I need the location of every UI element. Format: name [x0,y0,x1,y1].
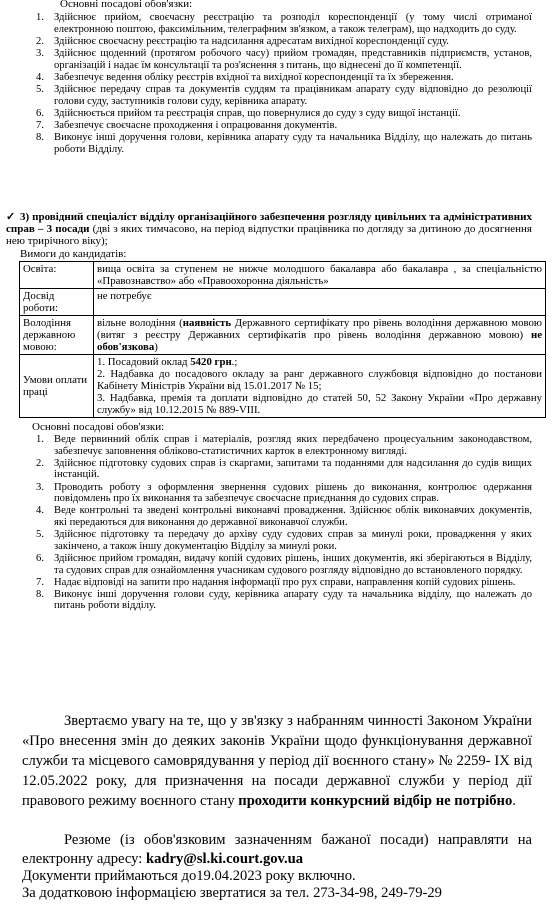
list-text: Здійснює щоденний (протягом робочого часу) прийом громадян, представників підприємств, установ, організацій і надає їм консультації та роз'яснення з питань, що віднесені до її компетенції. [54,47,532,71]
list-text: Виконує інші доручення голови суду, керівника апарату суду та начальника відділу, що належать до питань роботи відділу. [54,588,532,612]
list-number: 5. [36,83,44,95]
list-text: Виконує інші доручення голови, керівника апарату суду та начальника Відділу, що належать до питань роботи Відділу. [54,132,532,155]
requirements-heading: Вимоги до кандидатів: [20,248,127,260]
list-text: Здійснює прийом громадян, видачу копій судових рішень, інших документів, які зберігаються в Відділу, та судових справ для ознайомлення учасникам судового розгляду відповідно до встановленого порядку. [54,552,532,576]
list-text: Веде первинний облік справ і матеріалів, розгляд яких передбачено процесуальним законодавством, забезпечує заповнення обліково-статистичних карток в електронному вигляді. [54,434,532,457]
list-item [24,84,532,107]
language-text: вільне володіння ( [97,317,183,329]
list-item [24,589,532,612]
pay-value [94,355,546,418]
list-item [24,505,532,528]
list-item [24,529,532,552]
table-row [20,289,546,316]
list-number: 7. [36,119,44,131]
position-title [6,211,532,247]
notice-paragraph [22,711,532,811]
language-bold: наявність [182,317,232,329]
list-item [24,482,532,505]
language-text: Державного сертифікату про рівень володіння державною мовою (витяг з реєстру Державних сертифікатів про рівень володіння державною мовою) [97,317,542,341]
list-text: Здійснює підготовку судових справ із скаргами, запитами та поданнями для надсилання до судів вищих інстанцій. [54,457,532,481]
table-row [20,262,546,289]
salary-text: 1. Посадовий оклад [97,356,191,368]
notice-bold: проходити конкурсний відбір не потрібно [238,793,513,809]
language-text: ) [154,341,158,353]
list-number: 2. [36,457,44,469]
list-number: 4. [36,71,44,83]
list-item [24,108,532,120]
salary-text: .; [231,356,238,368]
list-text: Здійснює своєчасну реєстрацію та надсилання адресатам вихідної кореспонденції суду. [54,35,449,47]
list-item [24,120,532,132]
list-number: 4. [36,505,44,517]
list-number: 3. [36,481,44,493]
list-number: 8. [36,132,44,144]
list-text: Надає відповіді на запити про надання інформації про рух справи, направлення копій судових рішень. [54,576,516,588]
list-number: 8. [36,588,44,600]
experience-label: Досвід роботи: [20,289,94,316]
pay-line-2: 2. Надбавка до посадового окладу за ранг державного службовця відповідно до постанови Кабінету Міністрів України від 15.01.2017 № 15; [97,368,542,392]
list-item [24,36,532,48]
list-text: Веде контрольні та зведені контрольні виконавчі провадження. Здійснює облік виконавчих документів, які передаються для виконання до державної виконавчої служби. [54,505,532,528]
list-text: Проводить роботу з оформлення звернення судових рішень до виконання, контролює одержання повідомлень про їх виконання та забезпечує своєчасне приєднання до судових справ. [54,481,532,505]
duties-heading-1: Основні посадові обов'язки: [60,0,193,10]
list-number: 6. [36,107,44,119]
list-text: Здійснює прийом, своєчасну реєстрацію та розподіл кореспонденції (у тому числі отриманої електронною поштою, факсимільним, телеграфним зв'язком, а також телеграм), що надходить до суду. [54,12,532,35]
list-number: 1. [36,434,44,445]
list-item [24,132,532,155]
language-label: Володіння державною мовою: [20,316,94,355]
phones-line: За додатковою інформацією звертатися за тел. 273-34-98, 249-79-29 [22,885,442,901]
position-name: 3) провідний спеціаліст відділу організаційного забезпечення розгляду цивільних та адміністративних справ – 3 посади [6,211,532,235]
list-number: 2. [36,35,44,47]
language-value [94,316,546,355]
pay-label: Умови оплати праці [20,355,94,418]
list-number: 3. [36,47,44,59]
pay-line-1 [97,356,542,368]
list-text: Здійснює передачу справ та документів суддям та працівникам апарату суду відповідно до резолюції голови суду, заступників голови суду, керівника апарату. [54,83,532,107]
duties-list-1 [24,12,532,156]
list-item [24,48,532,71]
education-label: Освіта: [20,262,94,289]
list-item [24,434,532,457]
list-text: Забезпечує своєчасне проходження і опрацювання документів. [54,119,338,131]
duties-heading-2: Основні посадові обов'язки: [32,421,165,433]
position-note: (дві з яких тимчасово, на період відпустки працівника по догляду за дитиною до досягнення нею трирічного віку); [6,223,532,247]
experience-value: не потребує [94,289,546,316]
pay-line-3: 3. Надбавка, премія та доплати відповідно до статей 50, 52 Закону України «Про державну службу» від 10.12.2015 № 889-VIII. [97,392,542,416]
table-row [20,316,546,355]
list-text: Здійснює підготовку та передачу до архіву суду судових справ за минулі роки, провадження у яких закінчено, а також іншу документацію Відділу за минулі роки. [54,529,532,552]
language-bold: не обов'язкова [97,329,542,353]
duties-list-2 [24,434,532,613]
list-item [24,458,532,481]
notice-text: Звертаємо увагу на те, що у зв'язку з набранням чинності Законом України «Про внесення змін до деяких законів України щодо функціонування державної служби та місцевого самоврядування у період дії воєнного стану» № 2259- IX від 12.05.2022 року, для призначення на посади державної служби у період дії правового режиму воєнного стану [22,713,532,809]
deadline-line: Документи приймаються до19.04.2023 року включно. [22,868,356,884]
requirements-table [19,261,546,418]
list-item [24,553,532,576]
notice-end: . [512,793,516,809]
list-item [24,12,532,35]
list-number: 7. [36,576,44,588]
checkmark-icon: ✓ [6,211,16,223]
resume-paragraph [22,831,532,869]
list-item [24,72,532,84]
list-number: 6. [36,552,44,564]
resume-text: Резюме (із обов'язковим зазначенням бажаної посади) направляти на електронну адресу: [22,832,532,867]
list-item [24,577,532,589]
salary-amount: 5420 грн [190,356,232,368]
list-text: Забезпечує ведення обліку реєстрів вхідної та вихідної кореспонденції та їх збереження. [54,71,454,83]
education-value: вища освіта за ступенем не нижче молодшого бакалавра або бакалавра , за спеціальністю «Правознавство» або «Правоохоронна діяльність» [94,262,546,289]
list-text: Здійснюється прийом та реєстрація справ, що повернулися до суду з суду вищої інстанції. [54,107,461,119]
table-row [20,355,546,418]
list-number: 1. [36,12,44,23]
email-address[interactable]: kadry@sl.ki.court.gov.ua [145,851,304,867]
list-number: 5. [36,529,44,541]
